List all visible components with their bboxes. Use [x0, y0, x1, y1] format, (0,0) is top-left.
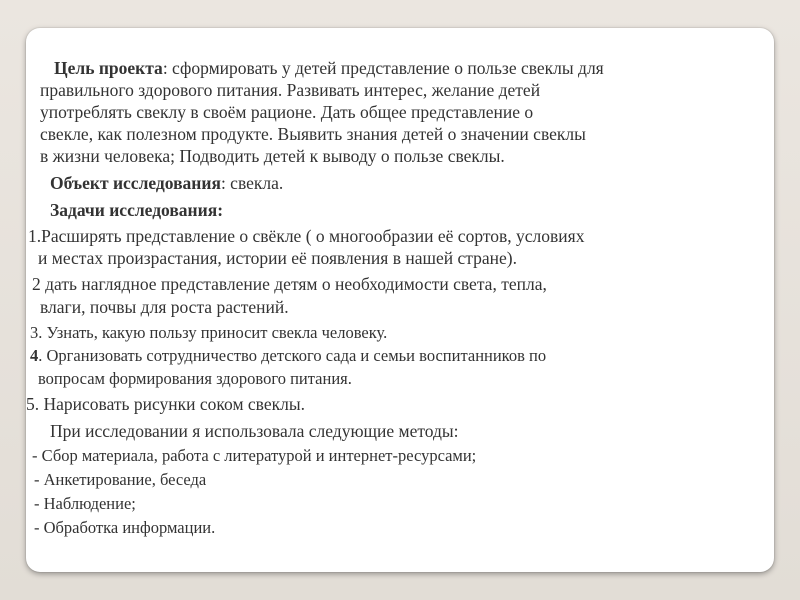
- method-item-4: - Обработка информации.: [34, 518, 216, 537]
- slide-card: [26, 28, 774, 572]
- object-label: Объект исследования: [50, 173, 221, 193]
- task-2-line-2: влаги, почвы для роста растений.: [40, 297, 289, 317]
- task-4-text: . Организовать сотрудничество детского сада и семьи воспитанников по: [38, 346, 547, 365]
- task-1-line-2: и местах произрастания, истории её появления в нашей стране).: [38, 248, 517, 268]
- method-item-3: - Наблюдение;: [34, 494, 136, 513]
- task-3: 3. Узнать, какую пользу приносит свекла человеку.: [30, 323, 388, 342]
- object-line: [50, 172, 283, 194]
- task-4-line-1: [30, 345, 546, 367]
- tasks-heading: Задачи исследования:: [50, 200, 224, 220]
- task-4-line-2: вопросам формирования здорового питания.: [38, 369, 352, 388]
- task-2-line-1: 2 дать наглядное представление детям о необходимости света, тепла,: [32, 274, 547, 294]
- goal-line-2: правильного здорового питания. Развивать интерес, желание детей: [40, 80, 541, 100]
- goal-line-3: употреблять свеклу в своём рационе. Дать общее представление о: [40, 102, 534, 122]
- task-5: 5. Нарисовать рисунки соком свеклы.: [26, 394, 305, 414]
- task-4-number: 4: [30, 346, 39, 365]
- goal-line-4: свекле, как полезном продукте. Выявить знания детей о значении свеклы: [40, 124, 586, 144]
- goal-text: : сформировать у детей представление о пользе свеклы для: [162, 58, 604, 78]
- method-item-2: - Анкетирование, беседа: [34, 470, 207, 489]
- goal-line-1: [54, 57, 604, 79]
- method-item-1: - Сбор материала, работа с литературой и интернет-ресурсами;: [32, 446, 477, 465]
- task-1-line-1: 1.Расширять представление о свёкле ( о многообразии её сортов, условиях: [28, 226, 585, 246]
- methods-intro: При исследовании я использовала следующие методы:: [50, 421, 459, 441]
- goal-line-5: в жизни человека; Подводить детей к выводу о пользе свеклы.: [40, 146, 505, 166]
- goal-label: Цель проекта: [54, 58, 163, 78]
- object-value: : свекла.: [220, 173, 284, 193]
